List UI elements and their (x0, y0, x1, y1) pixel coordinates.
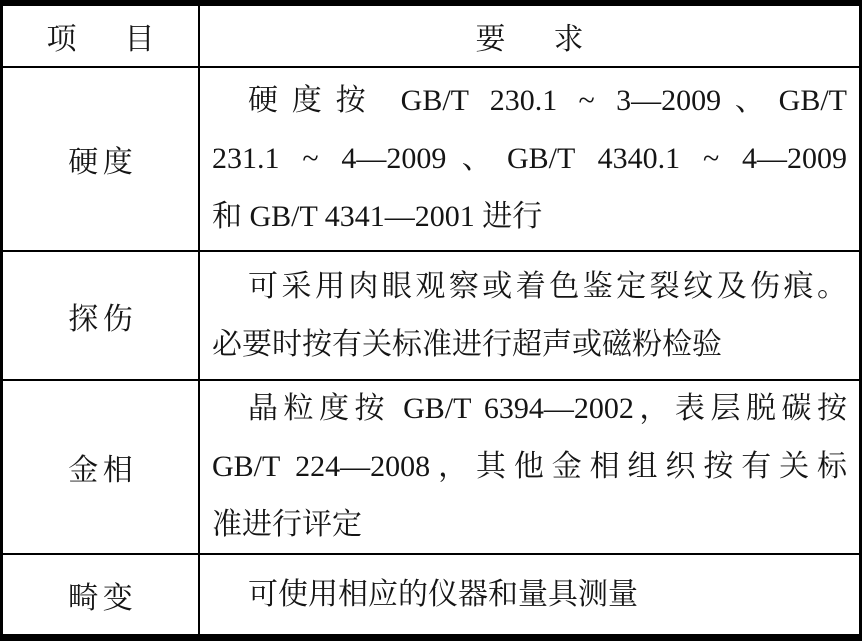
table-row (3, 381, 859, 555)
requirement-text-line: 晶粒度按 GB/T 6394—2002，表层脱碳按 (248, 392, 847, 425)
requirement-cell-metallography (200, 381, 859, 553)
item-cell-metallography (3, 381, 200, 553)
item-label: 探伤 (68, 302, 138, 336)
item-label: 硬度 (68, 146, 138, 179)
table-row (3, 68, 859, 252)
requirement-text-line: 231.1 ~ 4—2009、GB/T 4340.1 ~ 4—2009 (212, 142, 847, 175)
requirement-column-header: 要 求 (475, 23, 593, 56)
requirement-text-line: GB/T 224—2008，其他金相组织按有关标 (212, 450, 847, 483)
table-row (3, 252, 859, 381)
requirement-text-line: 可使用相应的仪器和量具测量 (248, 577, 638, 611)
item-cell-hardness (3, 68, 200, 250)
item-label: 畸变 (68, 581, 138, 615)
requirement-text-line: 可采用肉眼观察或着色鉴定裂纹及伤痕。 (248, 269, 847, 303)
item-label: 金相 (68, 454, 138, 487)
requirement-text-line: 和 GB/T 4341—2001 进行 (212, 200, 543, 233)
header-cell-requirement (200, 6, 859, 66)
requirement-text-line: 准进行评定 (212, 508, 362, 541)
requirement-text-line: 必要时按有关标准进行超声或磁粉检验 (212, 327, 722, 361)
requirement-cell-flaw-detection (200, 252, 859, 379)
requirement-cell-distortion (200, 555, 859, 634)
table-header-row (3, 6, 859, 68)
item-cell-flaw-detection (3, 252, 200, 379)
header-cell-item (3, 6, 200, 66)
requirement-text-line: 硬度按 GB/T 230.1 ~ 3—2009、GB/T (248, 84, 847, 117)
requirement-cell-hardness (200, 68, 859, 250)
item-column-header: 项 目 (46, 23, 164, 56)
item-cell-distortion (3, 555, 200, 634)
table-row (3, 555, 859, 634)
